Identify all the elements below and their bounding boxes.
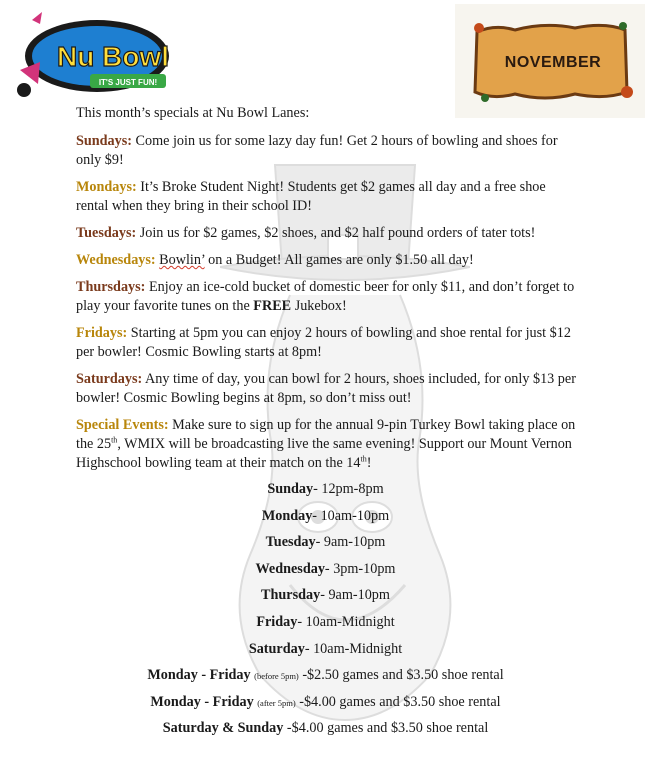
- bowling-ball-icon: [17, 83, 31, 97]
- nu-bowl-logo: [12, 8, 172, 100]
- hours-day: Monday: [261, 507, 313, 524]
- special-text: Starting at 5pm you can enjoy 2 hours of bowling and shoe rental for just $12 per bowler! Cosmic Bowling starts at 8pm!: [76, 325, 571, 360]
- special-events-text-b: , WMIX will be broadcasting live the same evening! Support our Mount Vernon Highschool bowling team at their match on the 14: [76, 436, 572, 471]
- pricing-days: Monday - Friday: [147, 667, 251, 684]
- pricing-row: [0, 662, 651, 689]
- logo-tagline: IT'S JUST FUN!: [98, 78, 158, 87]
- pricing-note: (before 5pm): [254, 671, 299, 682]
- star-icon: [32, 12, 42, 24]
- hours-day: Friday: [256, 613, 298, 630]
- special-mondays: [76, 178, 576, 216]
- special-day: Fridays:: [76, 325, 128, 341]
- hours-time: - 3pm-10pm: [324, 560, 396, 577]
- hours-time: - 9am-10pm: [320, 587, 390, 604]
- hours-section: [0, 476, 651, 742]
- hours-day: Tuesday: [265, 534, 316, 551]
- month-title: NOVEMBER: [504, 54, 602, 71]
- special-fridays: [76, 324, 576, 362]
- superscript: th: [111, 435, 118, 445]
- special-text: Any time of day, you can bowl for 2 hours, shoes included, for only $13 per bowler! Cosmic Bowling begins at 8pm, so don’t miss out!: [76, 371, 576, 406]
- pricing-note: (after 5pm): [257, 697, 296, 708]
- special-day: Tuesdays:: [76, 225, 137, 241]
- hours-row: [0, 503, 651, 530]
- special-day: Wednesdays:: [76, 252, 156, 268]
- hours-row: [0, 476, 651, 503]
- special-bold: FREE: [253, 298, 292, 314]
- hours-time: - 12pm-8pm: [313, 481, 384, 497]
- special-events-text-a: Make sure to sign up for the annual 9-pin Turkey Bowl taking place on the 25: [76, 417, 576, 452]
- special-text-spellcheck: Bowlin’: [159, 252, 205, 268]
- hours-day: Sunday: [267, 481, 314, 497]
- hours-day: Saturday: [248, 640, 305, 657]
- hours-row: [0, 529, 651, 556]
- special-day: Saturdays:: [76, 371, 143, 387]
- intro-text: This month’s specials at Nu Bowl Lanes:: [76, 105, 310, 121]
- hours-time: - 9am-10pm: [315, 534, 386, 551]
- special-day: Sundays:: [76, 133, 132, 149]
- special-thursdays: [76, 278, 576, 316]
- special-text: Enjoy an ice-cold bucket of domestic beer for only $11, and don’t forget to play your favorite tunes on the: [76, 279, 575, 314]
- hours-time: - 10am-10pm: [312, 507, 390, 524]
- special-events-label: Special Events:: [76, 417, 169, 433]
- special-text: Join us for $2 games, $2 shoes, and $2 half pound orders of tater tots!: [139, 225, 536, 241]
- svg-text:IT'S JUST FUN!: [99, 78, 157, 87]
- superscript: th: [360, 454, 367, 464]
- hours-row: [0, 636, 651, 663]
- specials-section: [76, 104, 576, 481]
- pricing-days: Saturday & Sunday: [162, 720, 284, 737]
- special-text-post: Jukebox!: [294, 298, 347, 314]
- hours-row: [0, 609, 651, 636]
- hours-day: Thursday: [261, 587, 321, 604]
- special-wednesdays: [76, 251, 576, 270]
- hours-time: - 10am-Midnight: [304, 640, 403, 657]
- special-tuesdays: [76, 224, 576, 243]
- special-text: It’s Broke Student Night! Students get $2 games all day and a free shoe rental when they bring in their school ID!: [76, 179, 546, 214]
- hours-row: [0, 582, 651, 609]
- svg-text:Nu Bowl: [57, 41, 169, 72]
- special-text: on a Budget! All games are only $1.50 all day!: [208, 252, 474, 268]
- hours-row: [0, 556, 651, 583]
- pricing-price: -$2.50 games and $3.50 shoe rental: [302, 667, 504, 684]
- hours-time: - 10am-Midnight: [297, 613, 395, 630]
- pricing-row: [0, 715, 651, 742]
- special-text: Come join us for some lazy day fun! Get 2 hours of bowling and shoes for only $9!: [76, 133, 558, 168]
- special-events-text-c: !: [366, 455, 372, 471]
- pricing-row: [0, 689, 651, 716]
- special-saturdays: [76, 370, 576, 408]
- pricing-price: -$4.00 games and $3.50 shoe rental: [299, 693, 501, 710]
- special-day: Thursdays:: [76, 279, 146, 295]
- pricing-days: Monday - Friday: [150, 693, 254, 710]
- special-day: Mondays:: [76, 179, 137, 195]
- hours-day: Wednesday: [255, 560, 325, 577]
- logo-name: Nu Bowl: [57, 41, 169, 72]
- special-sundays: [76, 132, 576, 170]
- pricing-price: -$4.00 games and $3.50 shoe rental: [286, 720, 489, 737]
- special-events: [76, 416, 576, 473]
